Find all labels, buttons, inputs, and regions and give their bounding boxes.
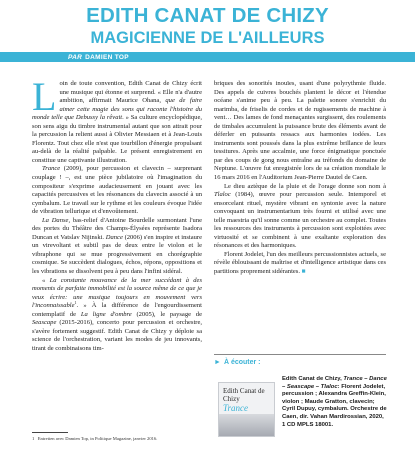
- drop-cap: L: [32, 74, 57, 119]
- article-title: EDITH CANAT DE CHIZY: [86, 4, 329, 27]
- cover-photo: [219, 414, 275, 436]
- footnote-ref[interactable]: 1: [74, 300, 77, 306]
- byline-bar: [0, 52, 415, 62]
- listen-divider: [214, 354, 386, 355]
- paragraph-4: « La constante mouvance de la mer succédant à des moments de parfaite immobilité est la source même de ce que je veux écrire: une musique toujours en mouvement vers l'inconnaissable$^1$. » À la différence de l'engourdissement contemplatif de La ligne d'ombre (2005), le paysage de Seascape (2015-2016), concerto pour percussion et orchestre, s'avère fortement suggestif. Edith Canat de Chizy y déploie sa science de l'orchestration, variant les modes de jeu innovants, tirant de combinaisons tim-: [32, 276, 202, 352]
- paragraph-1: Loin de toute convention, Edith Canat de Chizy écrit une musique qui étonne et surprend. « Elle n'a d'autre ambition, affirmait Maurice Ohana, que de faire aimer cette magie des sons qui raconte l'histoire du monde telle que Debussy la rêvait. » Sa culture encyclopédique, son sens aigu du timbre instrumental autant que son attrait pour la percussion la relient aussi à Olivier Messiaen et à Jean-Louis Florentz. Tout chez elle n'est que tourbillon d'énergie propulsant au-delà de la réalité palpable. Le présent enregistrement en constitue une captivante illustration.: [32, 74, 203, 164]
- paragraph-5: briques des sonorités inouïes, usant d'une polyrythmie fluide. Des appels de cuivres bouchés plantent le décor et l'étendue océane s'anime peu à peu. La palette sonore s'enrichit du marimba, de friselis de cordes et de rugissements de machine à vent… Des lames de fond menaçantes surgissent, des roulements de timbales accumulent la puissance brute des éléments avant de déferler en puissants ressacs aux harmonies iodées. Les instruments sont poussés dans la plus extrême brillance de leurs tessitures. Après une accalmie, une force énigmatique ponctuée par des coups de gong nous entraîne au tréfonds du domaine de Neptune. L'œuvre fut enregistrée lors de sa création mondiale le 16 mars 2016 en l'Auditorium Jean-Pierre Dautel de Caen.: [214, 80, 386, 182]
- byline: [68, 54, 129, 61]
- arrow-right-icon: ►: [214, 359, 221, 366]
- cover-subtitle: Trance: [223, 403, 249, 413]
- paragraph-3: La Danse, bas-relief d'Antoine Bourdelle surmontant l'une des portes du Théâtre des Champs-Élysées représente Isadora Duncan et Vatslav Nijinski. Dance (2006) s'en inspire et instaure un virevoltant et subtil pas de deux entre le violon et le vibraphone qui se mue progressivement en chorégraphie cosmique. Se succèdent dialogues, échos, répons, oppositions et les vibrations se dissolvent peu à peu dans l'infini sidéral.: [32, 216, 203, 276]
- footnote-number: 1: [32, 436, 35, 441]
- paragraph-7: Florent Jodelet, l'un des meilleurs percussionnistes actuels, se révèle éblouissant de maîtrise et d'intelligence artistique dans ces partitions proprement sidérantes. ■: [214, 250, 386, 276]
- article-column-right: [214, 80, 386, 277]
- footnote-divider: [32, 432, 68, 433]
- album-info: Edith Canat de Chizy, Trance – Dance – Seascape – Tlaloc: Florent Jodelet, percussion ; Alexandra Greffin-Klein, violon ; Maude Gratton, clavecin; Cyril Dupuy, cymbalum. Orchestre de Caen, dir. Vahan Mardirossian, 2020, 1 CD MPLS 18001.: [282, 376, 387, 428]
- end-mark-icon: ■: [301, 268, 306, 276]
- byline-author: DAMIEN TOP: [85, 53, 129, 61]
- paragraph-2: Trance (2009), pour percussion et clavecin – surprenant couplage ! –, est une pièce jubilatoire où l'imagination du compositeur s'exprime audacieusement en jouant avec les capacités percussives et les résonances du clavecin associé à un cymbalum. Le travail sur le rythme et les couleurs évoque l'idée de vibration tellurique et d'envoûtement.: [32, 165, 202, 216]
- article-column-left: [32, 74, 203, 354]
- album-cover: [218, 382, 275, 437]
- title-block: [0, 4, 415, 49]
- byline-prefix: PAR: [68, 53, 83, 61]
- paragraph-6: Le dieu aztèque de la pluie et de l'orage donne son nom à Tlaloc (1984), œuvre pour percussion seule. Intemporel et ensorcelant rituel, mystère vibrant en syntonie avec la nature convoquant un instrumentarium très fourni et utilisé avec une telle maestria qu'il sonne comme un orchestre au complet. Toutes les ressources des instruments à percussion sont exploitées avec virtuosité et se combinent à une exaltante exploration des résonances et des harmoniques.: [214, 182, 386, 250]
- listen-heading: ► À écouter :: [214, 359, 261, 366]
- footnote-text: Entretien avec Damien Top, in Politique Magazine, janvier 2016.: [37, 436, 158, 441]
- footnote: [32, 436, 207, 442]
- article-subtitle: MAGICIENNE DE L'AILLEURS: [90, 29, 325, 47]
- cover-title: Edith Canat de Chizy: [223, 387, 265, 403]
